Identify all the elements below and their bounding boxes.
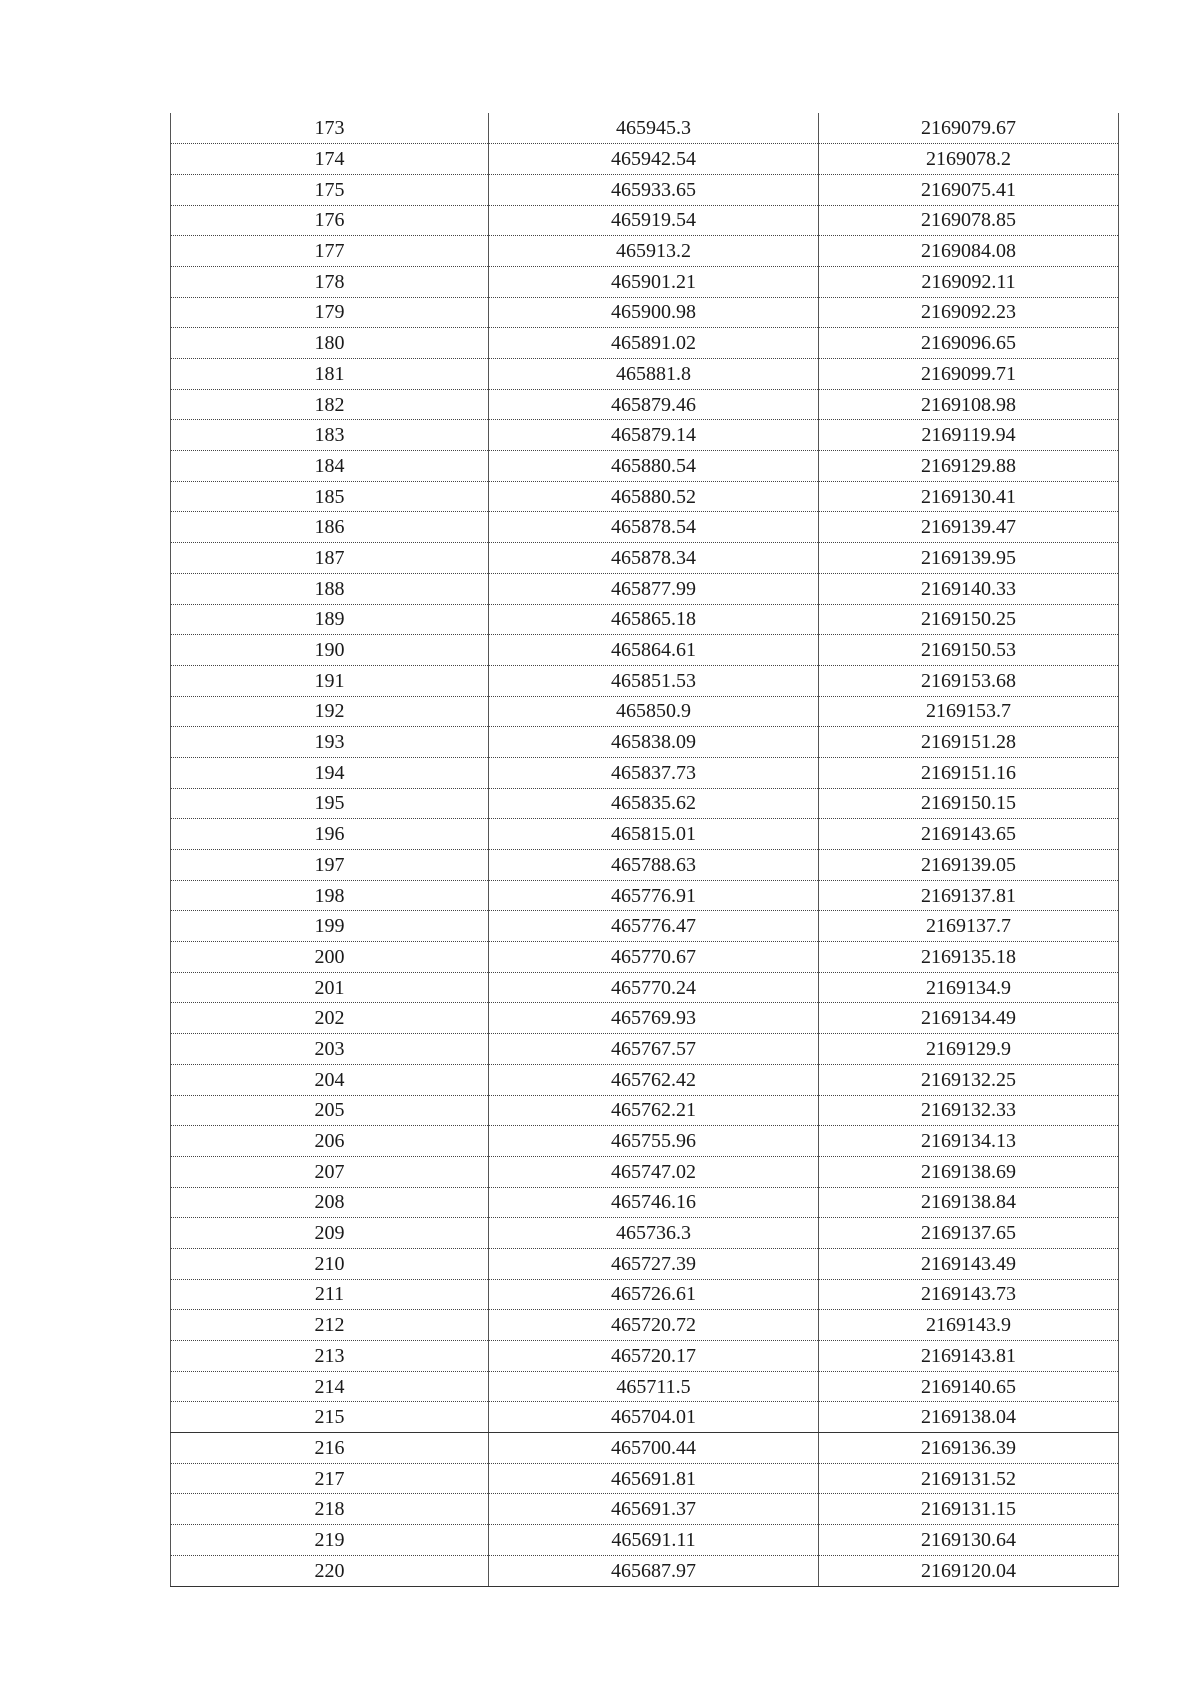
table-row xyxy=(171,788,1119,819)
point-number-cell: 197 xyxy=(171,850,489,881)
y-coordinate-cell: 2169150.53 xyxy=(819,635,1119,666)
point-number-cell: 196 xyxy=(171,819,489,850)
x-coordinate-cell: 465933.65 xyxy=(489,174,819,205)
y-coordinate-cell: 2169139.95 xyxy=(819,543,1119,574)
table-row xyxy=(171,1371,1119,1402)
point-number-cell: 209 xyxy=(171,1218,489,1249)
y-coordinate-cell: 2169151.28 xyxy=(819,727,1119,758)
table-row xyxy=(171,1218,1119,1249)
table-row xyxy=(171,512,1119,543)
x-coordinate-cell: 465838.09 xyxy=(489,727,819,758)
y-coordinate-cell: 2169143.9 xyxy=(819,1310,1119,1341)
y-coordinate-cell: 2169096.65 xyxy=(819,328,1119,359)
point-number-cell: 206 xyxy=(171,1126,489,1157)
x-coordinate-cell: 465837.73 xyxy=(489,757,819,788)
y-coordinate-cell: 2169143.49 xyxy=(819,1248,1119,1279)
point-number-cell: 193 xyxy=(171,727,489,758)
point-number-cell: 173 xyxy=(171,113,489,144)
point-number-cell: 189 xyxy=(171,604,489,635)
table-row xyxy=(171,543,1119,574)
point-number-cell: 190 xyxy=(171,635,489,666)
y-coordinate-cell: 2169138.69 xyxy=(819,1156,1119,1187)
y-coordinate-cell: 2169129.9 xyxy=(819,1034,1119,1065)
y-coordinate-cell: 2169134.49 xyxy=(819,1003,1119,1034)
point-number-cell: 182 xyxy=(171,389,489,420)
x-coordinate-cell: 465687.97 xyxy=(489,1555,819,1586)
x-coordinate-cell: 465736.3 xyxy=(489,1218,819,1249)
table-row xyxy=(171,481,1119,512)
x-coordinate-cell: 465726.61 xyxy=(489,1279,819,1310)
coordinate-table-body xyxy=(171,113,1119,1586)
point-number-cell: 180 xyxy=(171,328,489,359)
point-number-cell: 175 xyxy=(171,174,489,205)
y-coordinate-cell: 2169153.68 xyxy=(819,665,1119,696)
y-coordinate-cell: 2169139.05 xyxy=(819,850,1119,881)
x-coordinate-cell: 465727.39 xyxy=(489,1248,819,1279)
y-coordinate-cell: 2169078.2 xyxy=(819,144,1119,175)
table-row xyxy=(171,1279,1119,1310)
x-coordinate-cell: 465747.02 xyxy=(489,1156,819,1187)
point-number-cell: 181 xyxy=(171,359,489,390)
table-row xyxy=(171,1095,1119,1126)
x-coordinate-cell: 465850.9 xyxy=(489,696,819,727)
point-number-cell: 185 xyxy=(171,481,489,512)
table-row xyxy=(171,573,1119,604)
x-coordinate-cell: 465762.42 xyxy=(489,1064,819,1095)
point-number-cell: 192 xyxy=(171,696,489,727)
x-coordinate-cell: 465877.99 xyxy=(489,573,819,604)
y-coordinate-cell: 2169120.04 xyxy=(819,1555,1119,1586)
table-row xyxy=(171,850,1119,881)
x-coordinate-cell: 465776.91 xyxy=(489,880,819,911)
point-number-cell: 212 xyxy=(171,1310,489,1341)
x-coordinate-cell: 465704.01 xyxy=(489,1402,819,1433)
x-coordinate-cell: 465691.81 xyxy=(489,1463,819,1494)
y-coordinate-cell: 2169108.98 xyxy=(819,389,1119,420)
table-row xyxy=(171,1525,1119,1556)
table-row xyxy=(171,635,1119,666)
table-row xyxy=(171,1341,1119,1372)
point-number-cell: 218 xyxy=(171,1494,489,1525)
x-coordinate-cell: 465776.47 xyxy=(489,911,819,942)
x-coordinate-cell: 465720.72 xyxy=(489,1310,819,1341)
table-row xyxy=(171,359,1119,390)
x-coordinate-cell: 465770.24 xyxy=(489,972,819,1003)
x-coordinate-cell: 465891.02 xyxy=(489,328,819,359)
point-number-cell: 176 xyxy=(171,205,489,236)
y-coordinate-cell: 2169130.64 xyxy=(819,1525,1119,1556)
y-coordinate-cell: 2169131.52 xyxy=(819,1463,1119,1494)
table-row xyxy=(171,604,1119,635)
table-row xyxy=(171,297,1119,328)
x-coordinate-cell: 465879.46 xyxy=(489,389,819,420)
point-number-cell: 219 xyxy=(171,1525,489,1556)
table-row xyxy=(171,1187,1119,1218)
point-number-cell: 198 xyxy=(171,880,489,911)
x-coordinate-cell: 465881.8 xyxy=(489,359,819,390)
y-coordinate-cell: 2169075.41 xyxy=(819,174,1119,205)
point-number-cell: 216 xyxy=(171,1433,489,1464)
x-coordinate-cell: 465770.67 xyxy=(489,942,819,973)
table-row xyxy=(171,1126,1119,1157)
table-row xyxy=(171,1555,1119,1586)
point-number-cell: 200 xyxy=(171,942,489,973)
table-row xyxy=(171,757,1119,788)
x-coordinate-cell: 465913.2 xyxy=(489,236,819,267)
x-coordinate-cell: 465919.54 xyxy=(489,205,819,236)
table-row xyxy=(171,819,1119,850)
point-number-cell: 208 xyxy=(171,1187,489,1218)
y-coordinate-cell: 2169119.94 xyxy=(819,420,1119,451)
coordinate-table xyxy=(170,113,1119,1587)
y-coordinate-cell: 2169084.08 xyxy=(819,236,1119,267)
point-number-cell: 188 xyxy=(171,573,489,604)
table-row xyxy=(171,205,1119,236)
y-coordinate-cell: 2169134.9 xyxy=(819,972,1119,1003)
point-number-cell: 203 xyxy=(171,1034,489,1065)
y-coordinate-cell: 2169099.71 xyxy=(819,359,1119,390)
point-number-cell: 199 xyxy=(171,911,489,942)
y-coordinate-cell: 2169078.85 xyxy=(819,205,1119,236)
table-row xyxy=(171,727,1119,758)
table-row xyxy=(171,1248,1119,1279)
y-coordinate-cell: 2169153.7 xyxy=(819,696,1119,727)
y-coordinate-cell: 2169092.23 xyxy=(819,297,1119,328)
x-coordinate-cell: 465865.18 xyxy=(489,604,819,635)
point-number-cell: 210 xyxy=(171,1248,489,1279)
y-coordinate-cell: 2169130.41 xyxy=(819,481,1119,512)
point-number-cell: 215 xyxy=(171,1402,489,1433)
y-coordinate-cell: 2169151.16 xyxy=(819,757,1119,788)
y-coordinate-cell: 2169132.33 xyxy=(819,1095,1119,1126)
y-coordinate-cell: 2169137.7 xyxy=(819,911,1119,942)
table-row xyxy=(171,144,1119,175)
point-number-cell: 186 xyxy=(171,512,489,543)
x-coordinate-cell: 465746.16 xyxy=(489,1187,819,1218)
point-number-cell: 214 xyxy=(171,1371,489,1402)
table-row xyxy=(171,266,1119,297)
table-row xyxy=(171,420,1119,451)
y-coordinate-cell: 2169136.39 xyxy=(819,1433,1119,1464)
point-number-cell: 204 xyxy=(171,1064,489,1095)
y-coordinate-cell: 2169150.25 xyxy=(819,604,1119,635)
table-row xyxy=(171,696,1119,727)
x-coordinate-cell: 465942.54 xyxy=(489,144,819,175)
point-number-cell: 183 xyxy=(171,420,489,451)
y-coordinate-cell: 2169132.25 xyxy=(819,1064,1119,1095)
x-coordinate-cell: 465691.11 xyxy=(489,1525,819,1556)
y-coordinate-cell: 2169131.15 xyxy=(819,1494,1119,1525)
x-coordinate-cell: 465880.52 xyxy=(489,481,819,512)
table-row xyxy=(171,113,1119,144)
x-coordinate-cell: 465851.53 xyxy=(489,665,819,696)
table-row xyxy=(171,1156,1119,1187)
point-number-cell: 184 xyxy=(171,451,489,482)
x-coordinate-cell: 465769.93 xyxy=(489,1003,819,1034)
table-row xyxy=(171,942,1119,973)
point-number-cell: 191 xyxy=(171,665,489,696)
point-number-cell: 174 xyxy=(171,144,489,175)
y-coordinate-cell: 2169079.67 xyxy=(819,113,1119,144)
point-number-cell: 207 xyxy=(171,1156,489,1187)
table-row xyxy=(171,1463,1119,1494)
x-coordinate-cell: 465788.63 xyxy=(489,850,819,881)
x-coordinate-cell: 465880.54 xyxy=(489,451,819,482)
table-row xyxy=(171,1494,1119,1525)
table-row xyxy=(171,1064,1119,1095)
x-coordinate-cell: 465815.01 xyxy=(489,819,819,850)
x-coordinate-cell: 465767.57 xyxy=(489,1034,819,1065)
point-number-cell: 179 xyxy=(171,297,489,328)
x-coordinate-cell: 465720.17 xyxy=(489,1341,819,1372)
x-coordinate-cell: 465691.37 xyxy=(489,1494,819,1525)
table-row xyxy=(171,880,1119,911)
x-coordinate-cell: 465711.5 xyxy=(489,1371,819,1402)
point-number-cell: 211 xyxy=(171,1279,489,1310)
table-row xyxy=(171,1402,1119,1433)
point-number-cell: 178 xyxy=(171,266,489,297)
x-coordinate-cell: 465945.3 xyxy=(489,113,819,144)
x-coordinate-cell: 465901.21 xyxy=(489,266,819,297)
y-coordinate-cell: 2169140.65 xyxy=(819,1371,1119,1402)
y-coordinate-cell: 2169092.11 xyxy=(819,266,1119,297)
table-row xyxy=(171,1433,1119,1464)
x-coordinate-cell: 465864.61 xyxy=(489,635,819,666)
y-coordinate-cell: 2169139.47 xyxy=(819,512,1119,543)
y-coordinate-cell: 2169138.84 xyxy=(819,1187,1119,1218)
point-number-cell: 205 xyxy=(171,1095,489,1126)
point-number-cell: 217 xyxy=(171,1463,489,1494)
table-row xyxy=(171,972,1119,1003)
table-row xyxy=(171,665,1119,696)
x-coordinate-cell: 465700.44 xyxy=(489,1433,819,1464)
x-coordinate-cell: 465878.54 xyxy=(489,512,819,543)
x-coordinate-cell: 465878.34 xyxy=(489,543,819,574)
y-coordinate-cell: 2169143.73 xyxy=(819,1279,1119,1310)
table-row xyxy=(171,174,1119,205)
point-number-cell: 213 xyxy=(171,1341,489,1372)
x-coordinate-cell: 465762.21 xyxy=(489,1095,819,1126)
point-number-cell: 187 xyxy=(171,543,489,574)
point-number-cell: 194 xyxy=(171,757,489,788)
y-coordinate-cell: 2169137.65 xyxy=(819,1218,1119,1249)
x-coordinate-cell: 465879.14 xyxy=(489,420,819,451)
point-number-cell: 177 xyxy=(171,236,489,267)
table-row xyxy=(171,911,1119,942)
y-coordinate-cell: 2169143.81 xyxy=(819,1341,1119,1372)
x-coordinate-cell: 465755.96 xyxy=(489,1126,819,1157)
y-coordinate-cell: 2169135.18 xyxy=(819,942,1119,973)
table-row xyxy=(171,328,1119,359)
point-number-cell: 220 xyxy=(171,1555,489,1586)
point-number-cell: 202 xyxy=(171,1003,489,1034)
x-coordinate-cell: 465835.62 xyxy=(489,788,819,819)
y-coordinate-cell: 2169134.13 xyxy=(819,1126,1119,1157)
table-row xyxy=(171,1310,1119,1341)
table-row xyxy=(171,236,1119,267)
y-coordinate-cell: 2169150.15 xyxy=(819,788,1119,819)
table-row xyxy=(171,1034,1119,1065)
table-row xyxy=(171,389,1119,420)
point-number-cell: 201 xyxy=(171,972,489,1003)
y-coordinate-cell: 2169140.33 xyxy=(819,573,1119,604)
table-row xyxy=(171,451,1119,482)
table-row xyxy=(171,1003,1119,1034)
y-coordinate-cell: 2169138.04 xyxy=(819,1402,1119,1433)
y-coordinate-cell: 2169143.65 xyxy=(819,819,1119,850)
y-coordinate-cell: 2169137.81 xyxy=(819,880,1119,911)
point-number-cell: 195 xyxy=(171,788,489,819)
y-coordinate-cell: 2169129.88 xyxy=(819,451,1119,482)
x-coordinate-cell: 465900.98 xyxy=(489,297,819,328)
